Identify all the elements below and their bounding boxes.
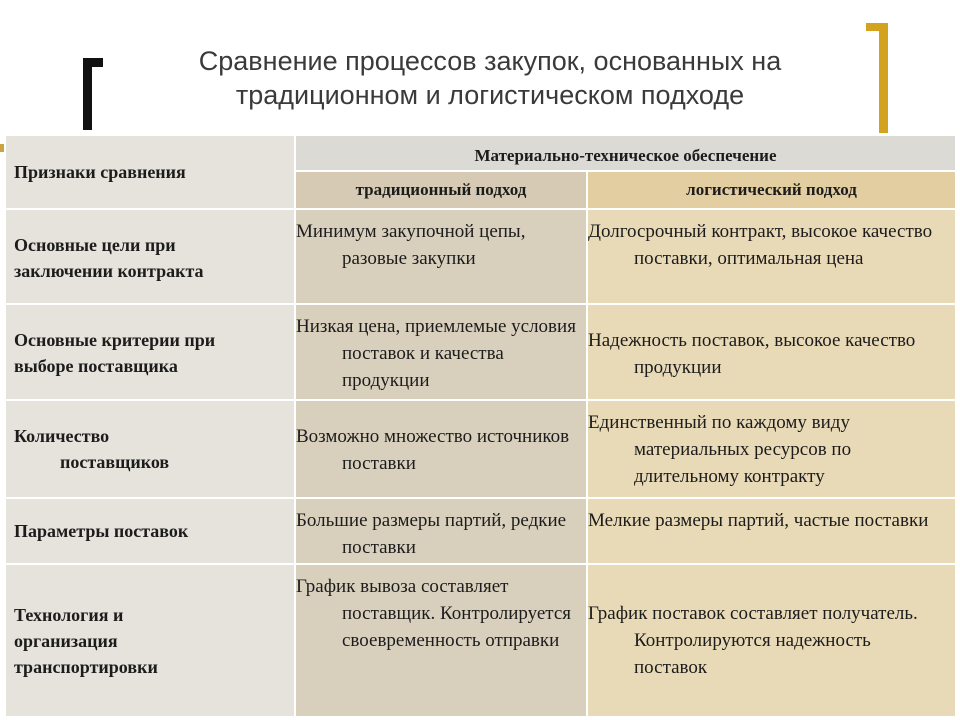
table-row	[5, 400, 956, 498]
cell-traditional: Минимум закупочной цепы, разовые закупки	[295, 209, 587, 304]
left-bracket-decoration	[83, 58, 103, 130]
table-row	[5, 304, 956, 400]
slide-title	[110, 44, 870, 112]
cell-traditional: График вывоза составляет поставщик. Контролируется своевременность отправки	[295, 564, 587, 717]
row-label: Основные цели при заключении контракта	[5, 209, 295, 304]
table-row	[5, 498, 956, 564]
cell-traditional: Низкая цена, приемлемые условия поставок и качества продукции	[295, 304, 587, 400]
cell-traditional: Большие размеры партий, редкие поставки	[295, 498, 587, 564]
header-group: Материально-техническое обеспечение	[295, 135, 956, 171]
cell-logistic: Долгосрочный контракт, высокое качество поставки, оптимальная цена	[587, 209, 956, 304]
cell-logistic: График поставок составляет получатель. Контролируются надежность поставок	[587, 564, 956, 717]
cell-logistic: Единственный по каждому виду материальных ресурсов по длительному контракту	[587, 400, 956, 498]
cell-traditional: Возможно множество источников поставки	[295, 400, 587, 498]
header-traditional: традиционный подход	[295, 171, 587, 209]
row-label: Параметры поставок	[5, 498, 295, 564]
title-line-2: традиционном и логистическом подходе	[235, 80, 745, 110]
table-row	[5, 209, 956, 304]
row-label: Технология и организация транспортировки	[5, 564, 295, 717]
cell-logistic: Надежность поставок, высокое качество продукции	[587, 304, 956, 400]
comparison-table	[4, 134, 957, 718]
title-line-1: Сравнение процессов закупок, основанных на	[198, 46, 782, 76]
table-row	[5, 564, 956, 717]
row-label: Количество поставщиков	[5, 400, 295, 498]
header-logistic: логистический подход	[587, 171, 956, 209]
cell-logistic: Мелкие размеры партий, частые поставки	[587, 498, 956, 564]
header-criteria: Признаки сравнения	[5, 135, 295, 209]
row-label: Основные критерии при выборе поставщика	[5, 304, 295, 400]
